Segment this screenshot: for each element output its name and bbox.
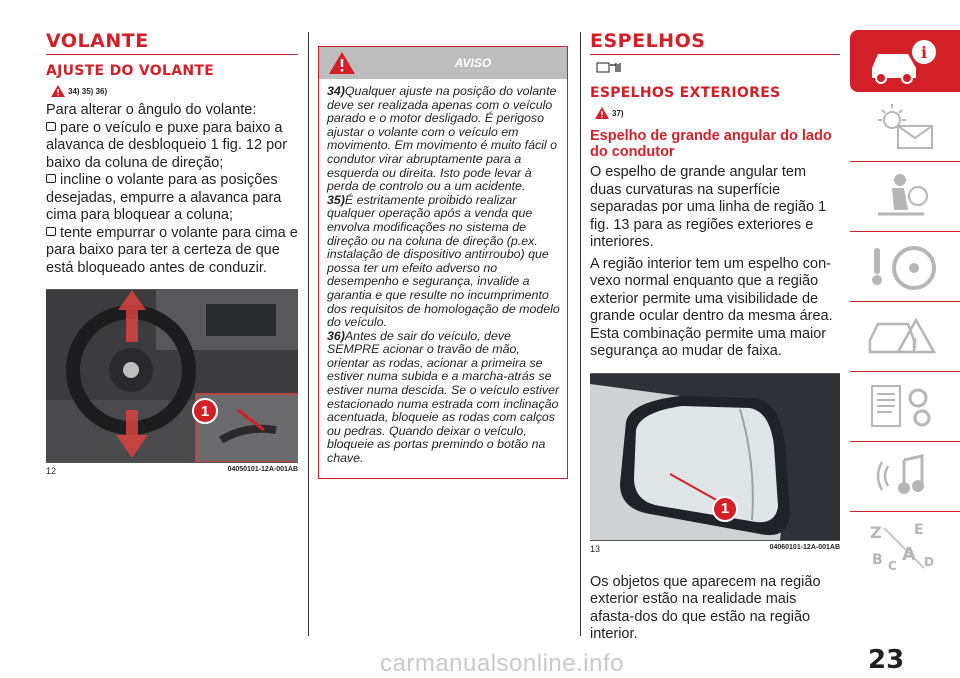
paragraph: Os objetos que aparecem na região exterior estão na realidade mais afasta-dos do que estão na região interior. bbox=[590, 573, 821, 642]
car-info-icon bbox=[864, 38, 944, 86]
svg-text:B: B bbox=[872, 552, 883, 568]
subsection-title-ajuste: AJUSTE DO VOLANTE bbox=[46, 63, 215, 79]
airbag-icon bbox=[864, 170, 944, 224]
tab-starting-driving[interactable] bbox=[850, 232, 960, 302]
checkbox-bullet-icon bbox=[46, 174, 56, 183]
figure-13 bbox=[590, 373, 840, 554]
figure-12 bbox=[46, 289, 298, 476]
figure-caption: 13 04060101-12A-001AB bbox=[590, 540, 840, 554]
warning-refs: 37) bbox=[595, 106, 840, 120]
mirror-photo bbox=[590, 374, 840, 540]
warning-body bbox=[319, 79, 567, 478]
steering-wheel-illustration bbox=[46, 290, 298, 462]
warning-item: 34)Qualquer ajuste na posição do volante deve ser realizada apenas com o veículo parado e o motor desligado. É perigoso ajustar o volante com o veículo em movimento. Em movimento é muito fácil o condutor virar abruptamente para a esquerda ou direita. Isto pode levar à perda de controlo ou a um acidente. bbox=[327, 84, 557, 194]
bullet-item: tente empurrar o volante para cima e para baixo para ter a certeza de que está bloqueado antes de conduzir. bbox=[46, 224, 298, 276]
warning-item: 36)Antes de sair do veículo, deve SEMPRE acionar o travão de mão, orientar as rodas, acionar a primeira se estiver numa subida e a marcha-atrás se estiver numa descida. Se o veículo estiver estacionado numa estrada com inclinação acentuada, bloqueie as rodas com calços ou pedras. Quando deixar o veículo, bloqueie as portas premindo o botão na chave. bbox=[327, 328, 560, 466]
warning-triangle-icon bbox=[595, 107, 609, 119]
svg-text:C: C bbox=[888, 559, 897, 573]
figure-caption: 12 04050101-12A-001AB bbox=[46, 462, 298, 476]
checkbox-bullet-icon bbox=[46, 227, 56, 236]
paragraph: A região interior tem um espelho con-vexo normal enquanto que a região exterior permite uma visibilidade de grande ocular dentro da mesma área. Esta combinação permite uma maior segurança ao mudar de faixa. bbox=[590, 255, 833, 359]
svg-text:E: E bbox=[914, 522, 924, 538]
tab-car-info[interactable] bbox=[850, 30, 960, 92]
svg-text:Z: Z bbox=[870, 523, 882, 542]
column-divider bbox=[308, 32, 309, 636]
svg-text:i: i bbox=[921, 43, 928, 62]
warning-item: 35)É estritamente proibido realizar qualquer operação após a venda que envolva modificações no sistema de direção ou na coluna de direção (p.ex. instalação de dispositivo antirroubo) que possa ter um efeito adverso no desempenho e segurança, invalide a garantia e que resulte no incumprimento dos requisitos de homologação de modelo do veículo. bbox=[327, 192, 560, 330]
warning-triangle-icon bbox=[329, 52, 355, 74]
warning-lights-icon bbox=[864, 100, 944, 154]
index-icon bbox=[864, 520, 944, 574]
warning-refs: 34) 35) 36) bbox=[51, 84, 298, 98]
heading-grande-angular: Espelho de grande angular do lado do condutor bbox=[590, 128, 832, 160]
bullet-item: pare o veículo e puxe para baixo a alavanca de desbloqueio 1 fig. 12 por baixo da coluna de direção; bbox=[46, 119, 288, 171]
warning-header: AVISO bbox=[319, 47, 567, 79]
bullet-item: incline o volante para as posições desejadas, empurre a alavanca para cima para bloquear a coluna; bbox=[46, 172, 282, 223]
breakdown-icon bbox=[864, 310, 944, 364]
tab-safety[interactable] bbox=[850, 162, 960, 232]
tab-multimedia[interactable] bbox=[850, 442, 960, 512]
section-title-volante: VOLANTE bbox=[46, 30, 298, 55]
tab-index[interactable] bbox=[850, 512, 960, 582]
column-volante bbox=[46, 30, 298, 476]
steering-wheel-photo bbox=[46, 290, 298, 462]
tab-warning-lights[interactable] bbox=[850, 92, 960, 162]
paragraph: O espelho de grande angular tem duas curvaturas na superfície separadas por uma linha de região 1 fig. 13 para as regiões exteriores e interiores. bbox=[590, 164, 827, 250]
checkbox-bullet-icon bbox=[46, 122, 56, 131]
subsection-title-exteriores: ESPELHOS EXTERIORES bbox=[590, 85, 781, 101]
warning-triangle-icon bbox=[51, 85, 65, 97]
maintenance-icon bbox=[864, 380, 944, 434]
chapter-sidebar bbox=[850, 30, 960, 582]
watermark: carmanualsonline.info bbox=[380, 650, 624, 677]
page-number: 23 bbox=[868, 645, 905, 675]
intro-text: Para alterar o ângulo do volante: bbox=[46, 102, 257, 118]
svg-text:D: D bbox=[924, 555, 934, 569]
warning-box bbox=[318, 46, 568, 479]
svg-text:A: A bbox=[902, 544, 916, 565]
svg-text:!: ! bbox=[913, 335, 918, 351]
column-aviso bbox=[318, 46, 568, 479]
mirror-icon bbox=[596, 61, 840, 77]
callout-1: 1 bbox=[712, 496, 738, 522]
steering-wheel-icon bbox=[864, 240, 944, 294]
callout-1: 1 bbox=[192, 398, 218, 424]
column-divider bbox=[580, 32, 581, 636]
section-title-espelhos: ESPELHOS bbox=[590, 30, 840, 55]
column-espelhos bbox=[590, 30, 840, 644]
multimedia-icon bbox=[864, 450, 944, 504]
tab-emergency[interactable] bbox=[850, 302, 960, 372]
tab-maintenance[interactable] bbox=[850, 372, 960, 442]
